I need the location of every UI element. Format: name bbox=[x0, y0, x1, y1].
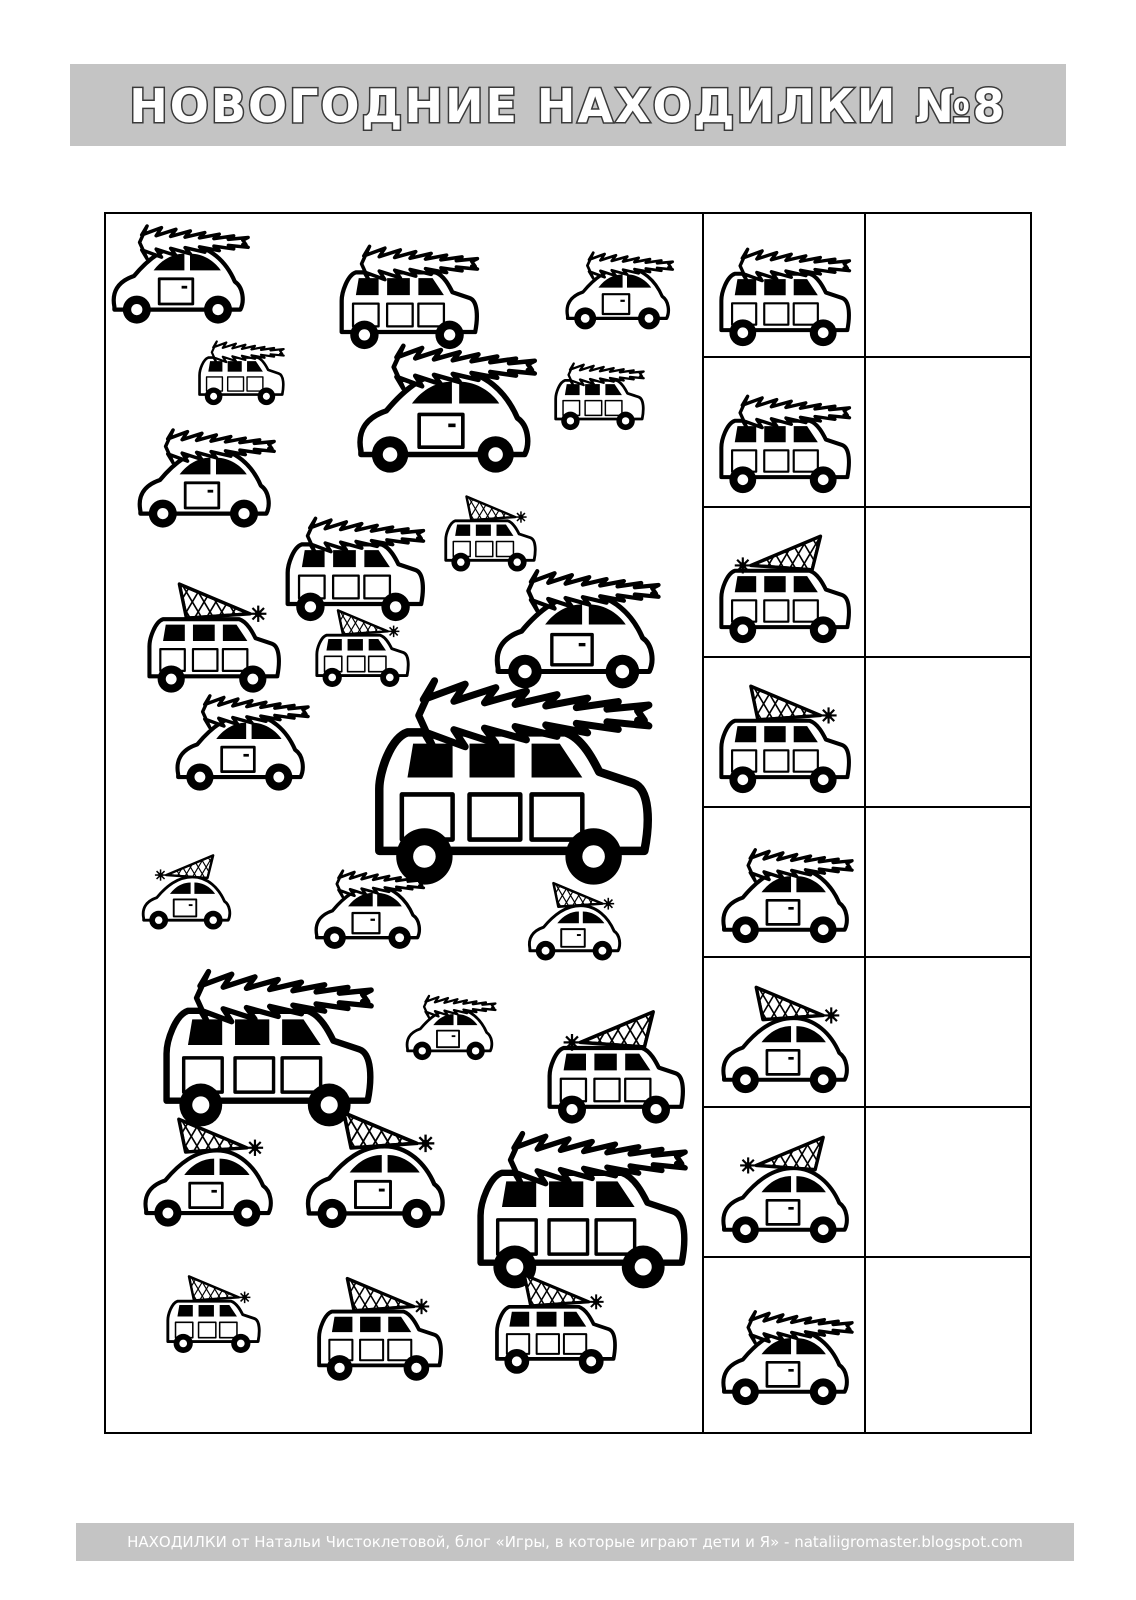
sample-car-graphic bbox=[704, 358, 864, 508]
field-car bbox=[319, 1279, 441, 1381]
field-car bbox=[550, 1012, 683, 1124]
sample-car-cell bbox=[704, 1258, 866, 1432]
field-car bbox=[497, 571, 658, 688]
field-car bbox=[177, 696, 308, 791]
field-car bbox=[529, 883, 619, 960]
count-answer-cell[interactable] bbox=[868, 1258, 1032, 1432]
field-car bbox=[114, 226, 248, 324]
sample-car bbox=[723, 850, 852, 943]
field-car bbox=[143, 855, 230, 929]
sample-car bbox=[723, 987, 846, 1093]
field-car bbox=[168, 1276, 259, 1353]
field-car bbox=[497, 1275, 615, 1374]
count-answer-cell[interactable] bbox=[868, 214, 1032, 356]
answer-row bbox=[704, 508, 1032, 658]
count-answer-cell[interactable] bbox=[868, 508, 1032, 656]
field-car bbox=[145, 1119, 270, 1226]
sample-car bbox=[721, 249, 849, 346]
sample-car-cell bbox=[704, 508, 866, 656]
title-graphic bbox=[70, 64, 1066, 146]
count-answer-cell[interactable] bbox=[868, 358, 1032, 506]
count-answer-cell[interactable] bbox=[868, 958, 1032, 1106]
answer-row bbox=[704, 358, 1032, 508]
field-car bbox=[481, 1134, 686, 1289]
sample-car bbox=[721, 396, 849, 493]
sample-car bbox=[721, 686, 849, 793]
sample-car-graphic bbox=[704, 658, 864, 808]
footer-credit: НАХОДИЛКИ от Натальи Чистоклетовой, блог «Игры, в которые играют дети и Я» - nataliigromaster.blogspot.com bbox=[76, 1523, 1074, 1561]
sample-car-cell bbox=[704, 358, 866, 506]
sample-car-graphic bbox=[704, 1108, 864, 1258]
answer-row bbox=[704, 1258, 1032, 1432]
answer-row bbox=[704, 658, 1032, 808]
field-car bbox=[342, 246, 478, 349]
field-car bbox=[317, 610, 408, 687]
count-answer-cell[interactable] bbox=[868, 1108, 1032, 1256]
field-car bbox=[149, 584, 278, 693]
answer-row bbox=[704, 1108, 1032, 1258]
sample-car-graphic bbox=[704, 958, 864, 1108]
field-car bbox=[288, 518, 424, 621]
worksheet bbox=[104, 212, 1032, 1434]
field-car bbox=[556, 364, 644, 431]
sample-car-graphic bbox=[704, 508, 864, 658]
answer-row bbox=[704, 808, 1032, 958]
count-answer-cell[interactable] bbox=[868, 808, 1032, 956]
field-car bbox=[167, 972, 372, 1127]
sample-car-graphic bbox=[704, 1258, 864, 1432]
page-title: НОВОГОДНИЕ НАХОДИЛКИ №8 bbox=[129, 79, 1007, 133]
field-car bbox=[140, 430, 274, 528]
sample-car-cell bbox=[704, 958, 866, 1106]
sample-car bbox=[723, 1137, 846, 1243]
field-car bbox=[567, 253, 673, 330]
answer-row bbox=[704, 214, 1032, 358]
sample-car bbox=[723, 1312, 852, 1405]
field-car bbox=[316, 871, 424, 949]
field-car bbox=[308, 1113, 443, 1228]
count-answer-cell[interactable] bbox=[868, 658, 1032, 806]
sample-car-cell bbox=[704, 808, 866, 956]
field-car bbox=[446, 497, 535, 572]
search-field bbox=[106, 214, 702, 1432]
sample-car-cell bbox=[704, 1108, 866, 1256]
car-scene bbox=[106, 214, 702, 1432]
answer-table bbox=[702, 214, 1032, 1432]
field-car bbox=[407, 996, 495, 1060]
answer-row bbox=[704, 958, 1032, 1108]
field-car bbox=[379, 681, 649, 885]
sample-car-cell bbox=[704, 214, 866, 356]
sample-car-graphic bbox=[704, 214, 864, 358]
title-banner bbox=[70, 64, 1066, 146]
field-car bbox=[360, 346, 535, 473]
sample-car bbox=[721, 536, 849, 643]
field-car bbox=[200, 341, 284, 405]
sample-car-cell bbox=[704, 658, 866, 806]
sample-car-graphic bbox=[704, 808, 864, 958]
